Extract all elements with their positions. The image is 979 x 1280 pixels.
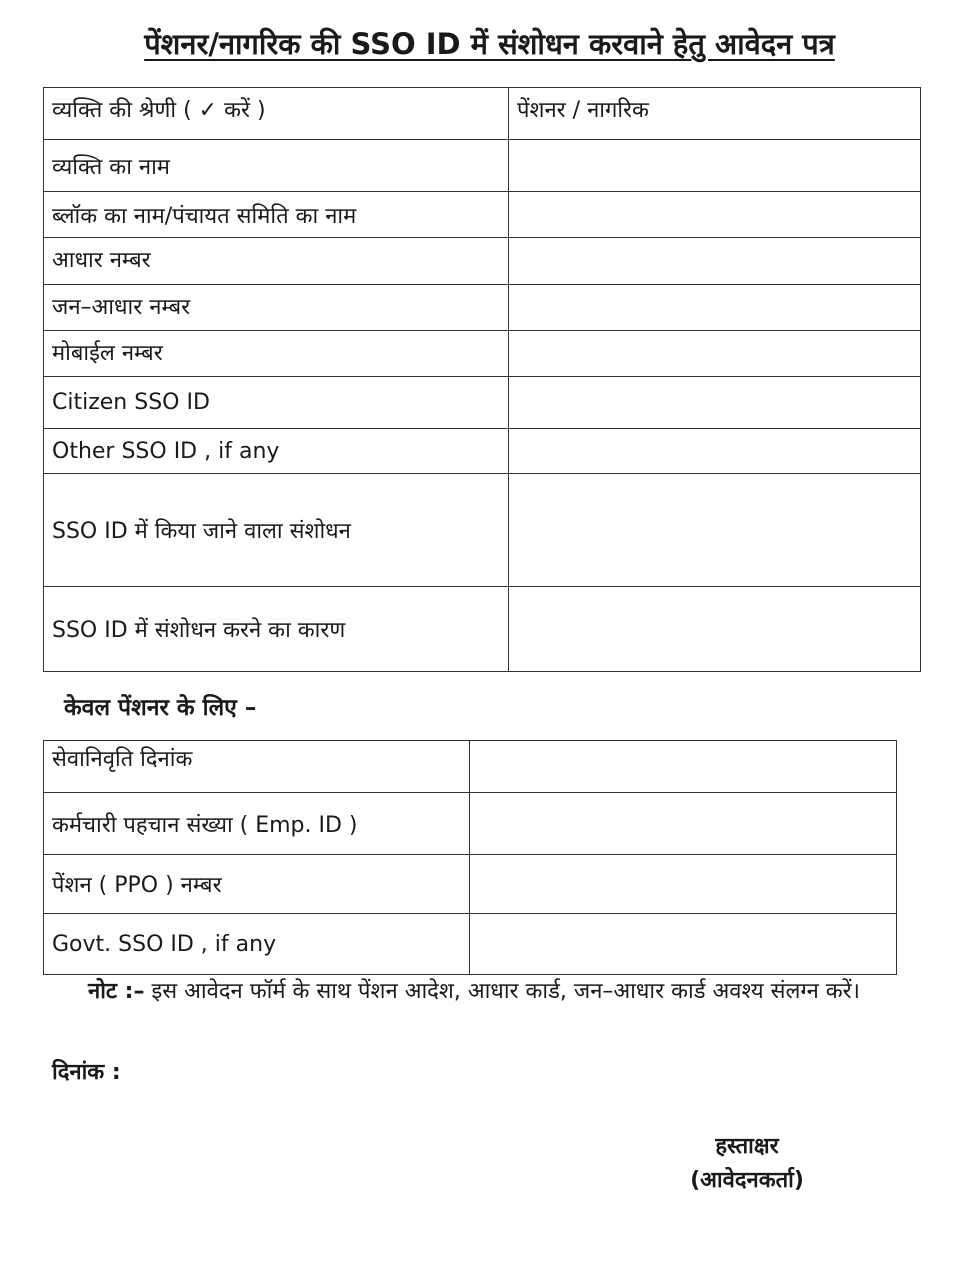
jan-aadhaar-number-field[interactable] xyxy=(509,285,921,331)
note-text: इस आवेदन फॉर्म के साथ पेंशन आदेश, आधार कार्ड, जन–आधार कार्ड अवश्य संलग्न करें। xyxy=(151,979,861,1004)
table-row xyxy=(44,793,897,855)
other-sso-id-field[interactable] xyxy=(509,429,921,474)
aadhaar-number-label: आधार नम्बर xyxy=(44,238,509,285)
retirement-date-label: सेवानिवृति दिनांक xyxy=(44,741,470,793)
table-row xyxy=(44,741,897,793)
change-reason-field[interactable] xyxy=(509,587,921,672)
requested-change-field[interactable] xyxy=(509,474,921,587)
other-sso-id-label: Other SSO ID , if any xyxy=(44,429,509,474)
attachment-note xyxy=(52,976,888,1008)
table-row xyxy=(44,285,921,331)
table-row xyxy=(44,331,921,377)
person-name-field[interactable] xyxy=(509,140,921,192)
mobile-number-field[interactable] xyxy=(509,331,921,377)
pensioner-section-heading: केवल पेंशनर के लिए – xyxy=(64,695,257,721)
applicant-label: (आवेदनकर्ता) xyxy=(690,1168,804,1193)
person-name-label: व्यक्ति का नाम xyxy=(44,140,509,192)
block-name-field[interactable] xyxy=(509,192,921,238)
table-row xyxy=(44,474,921,587)
table-row xyxy=(44,192,921,238)
govt-sso-id-field[interactable] xyxy=(470,914,897,975)
table-row xyxy=(44,855,897,914)
applicant-details-table xyxy=(43,87,921,672)
requested-change-label: SSO ID में किया जाने वाला संशोधन xyxy=(44,474,509,587)
table-row xyxy=(44,429,921,474)
citizen-sso-id-field[interactable] xyxy=(509,377,921,429)
retirement-date-field[interactable] xyxy=(470,741,897,793)
table-row xyxy=(44,88,921,140)
mobile-number-label: मोबाईल नम्बर xyxy=(44,331,509,377)
jan-aadhaar-number-label: जन–आधार नम्बर xyxy=(44,285,509,331)
change-reason-label: SSO ID में संशोधन करने का कारण xyxy=(44,587,509,672)
note-label: नोट :– xyxy=(88,979,145,1004)
category-field[interactable]: पेंशनर / नागरिक xyxy=(509,88,921,140)
block-name-label: ब्लॉक का नाम/पंचायत समिति का नाम xyxy=(44,192,509,238)
table-row xyxy=(44,377,921,429)
table-row xyxy=(44,238,921,285)
table-row xyxy=(44,587,921,672)
employee-id-field[interactable] xyxy=(470,793,897,855)
date-label: दिनांक : xyxy=(52,1060,121,1085)
ppo-number-label: पेंशन ( PPO ) नम्बर xyxy=(44,855,470,914)
table-row xyxy=(44,914,897,975)
signature-block xyxy=(662,1130,832,1198)
pensioner-details-table xyxy=(43,740,897,975)
aadhaar-number-field[interactable] xyxy=(509,238,921,285)
govt-sso-id-label: Govt. SSO ID , if any xyxy=(44,914,470,975)
form-title: पेंशनर/नागरिक की SSO ID में संशोधन करवाने हेतु आवेदन पत्र xyxy=(144,27,835,61)
category-label: व्यक्ति की श्रेणी ( ✓ करें ) xyxy=(44,88,509,140)
ppo-number-field[interactable] xyxy=(470,855,897,914)
table-row xyxy=(44,140,921,192)
signature-label: हस्ताक्षर xyxy=(715,1134,779,1159)
citizen-sso-id-label: Citizen SSO ID xyxy=(44,377,509,429)
employee-id-label: कर्मचारी पहचान संख्या ( Emp. ID ) xyxy=(44,793,470,855)
